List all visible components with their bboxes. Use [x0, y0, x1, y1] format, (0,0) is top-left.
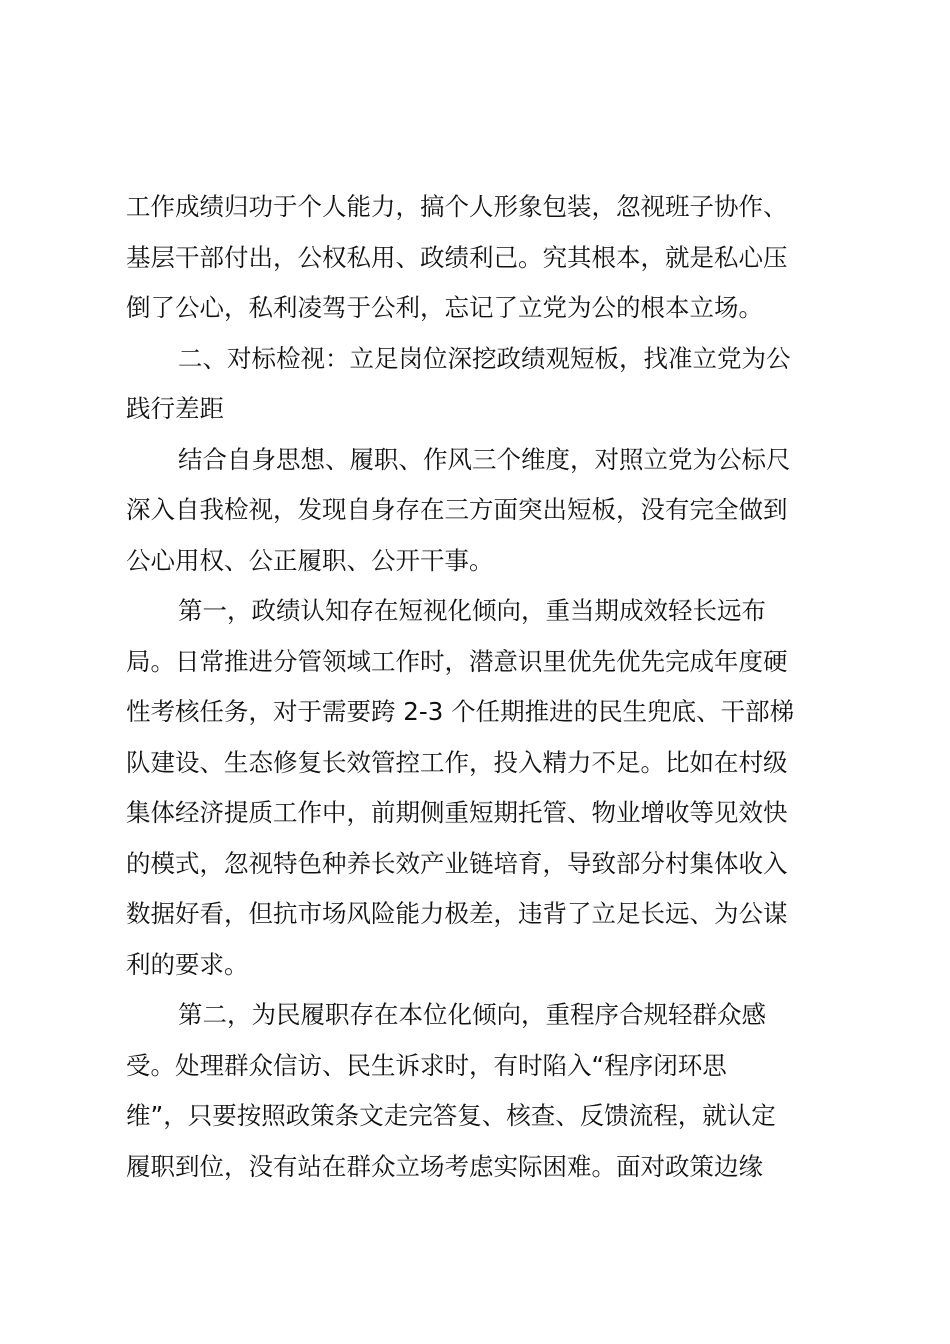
paragraph-second-point — [126, 990, 834, 1192]
text-line: 基层干部付出，公权私用、政绩利己。究其根本，就是私心压 — [126, 242, 788, 272]
section-heading — [126, 334, 834, 435]
text-line: 数据好看，但抗市场风险能力极差，违背了立足长远、为公谋 — [126, 899, 788, 928]
text-line: 的模式，忽视特色种养长效产业链培育，导致部分村集体收入 — [126, 848, 788, 878]
paragraph-intro — [126, 435, 834, 587]
heading-line: 践行差距 — [126, 394, 224, 423]
text-line: 利的要求。 — [126, 949, 249, 979]
text-line: 维”，只要按照政策条文走完答复、核查、反馈流程，就认定 — [126, 1101, 776, 1130]
text-line: 局。日常推进分管领域工作时，潜意识里优先优先完成年度硬 — [126, 646, 788, 676]
text-line: 第一，政绩认知存在短视化倾向，重当期成效轻长远布 — [178, 596, 766, 625]
paragraph-first-point — [126, 586, 834, 990]
document-body — [126, 182, 834, 1192]
text-line: 履职到位，没有站在群众立场考虑实际困难。面对政策边缘 — [126, 1151, 763, 1181]
text-line: 第二，为民履职存在本位化倾向，重程序合规轻群众感 — [178, 1000, 766, 1029]
text-line: 工作成绩归功于个人能力，搞个人形象包装，忽视班子协作、 — [126, 192, 788, 221]
text-line: 性考核任务，对于需要跨 2-3 个任期推进的民生兜底、干部梯 — [126, 697, 795, 726]
text-line: 队建设、生态修复长效管控工作，投入精力不足。比如在村级 — [126, 747, 788, 777]
text-line: 结合自身思想、履职、作风三个维度，对照立党为公标尺 — [178, 444, 791, 474]
text-line: 深入自我检视，发现自身存在三方面突出短板，没有完全做到 — [126, 495, 788, 524]
text-line: 公心用权、公正履职、公开干事。 — [126, 545, 494, 575]
text-line: 倒了公心，私利凌驾于公利，忘记了立党为公的根本立场。 — [126, 293, 763, 322]
text-line: 受。处理群众信访、民生诉求时，有时陷入“程序闭环思 — [126, 1050, 727, 1080]
paragraph-continuation — [126, 182, 834, 334]
heading-line: 二、对标检视：立足岗位深挖政绩观短板，找准立党为公 — [178, 343, 791, 373]
text-line: 集体经济提质工作中，前期侧重短期托管、物业增收等见效快 — [126, 798, 788, 827]
